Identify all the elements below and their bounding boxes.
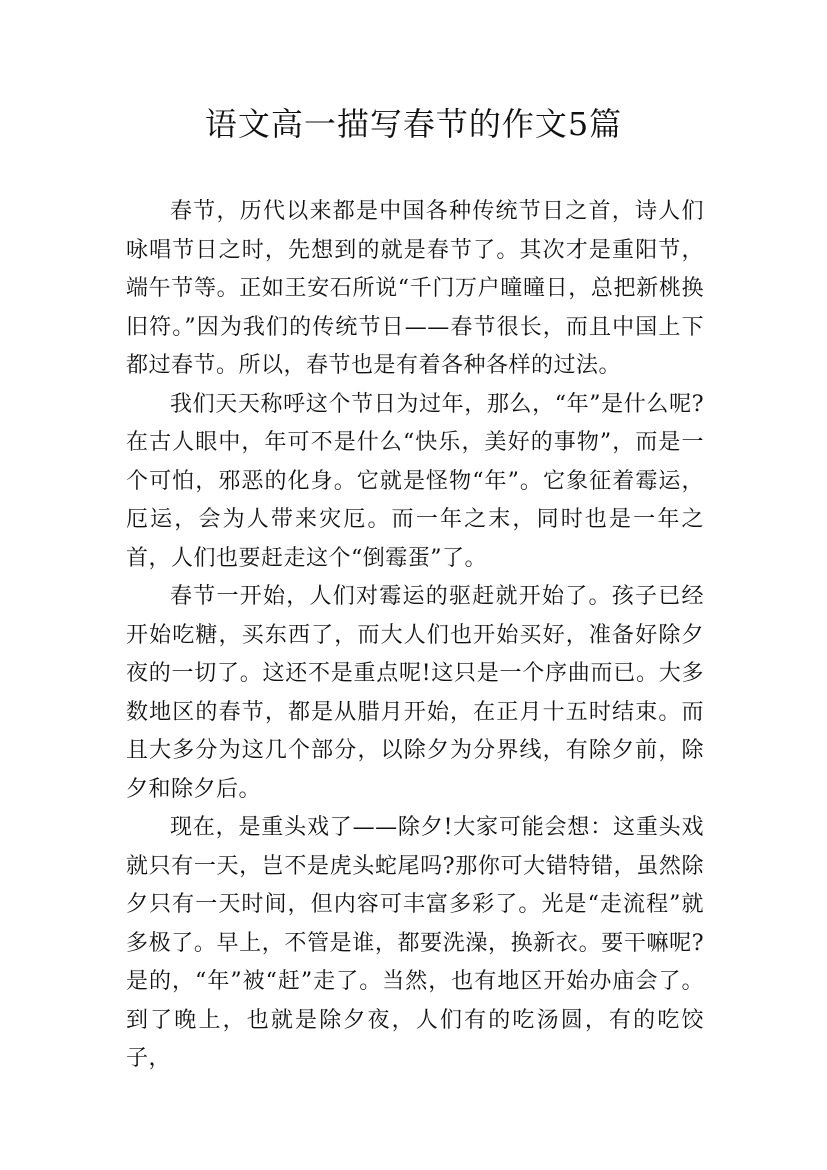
document-body: [126, 193, 704, 1079]
document-title: 语文高一描写春节的作文5篇: [204, 105, 623, 143]
paragraph-4: 现在，是重头戏了——除夕!大家可能会想：这重头戏就只有一天，岂不是虎头蛇尾吗?那你可大错特错，虽然除夕只有一天时间，但内容可丰富多彩了。光是“走流程”就多极了。早上，不管是谁，都要洗澡，换新衣。要干嘛呢?是的，“年”被“赶”走了。当然，也有地区开始办庙会了。到了晚上，也就是除夕夜，人们有的吃汤圆，有的吃饺子，: [126, 815, 704, 1071]
paragraph-1: 春节，历代以来都是中国各种传统节日之首，诗人们咏唱节日之时，先想到的就是春节了。其次才是重阳节，端午节等。正如王安石所说“千门万户曈曈日，总把新桃换旧符。”因为我们的传统节日——春节很长，而且中国上下都过春节。所以，春节也是有着各种各样的过法。: [126, 199, 704, 378]
paragraph-2: 我们天天称呼这个节日为过年，那么，“年”是什么呢?在古人眼中，年可不是什么“快乐，美好的事物”，而是一个可怕，邪恶的化身。它就是怪物“年”。它象征着霉运，厄运，会为人带来灾厄。而一年之末，同时也是一年之首，人们也要赶走这个“倒霉蛋”了。: [126, 391, 704, 571]
paragraph-3: 春节一开始，人们对霉运的驱赶就开始了。孩子已经开始吃糖，买东西了，而大人们也开始买好，准备好除夕夜的一切了。这还不是重点呢!这只是一个序曲而已。大多数地区的春节，都是从腊月开始，在正月十五时结束。而且大多分为这几个部分，以除夕为分界线，有除夕前，除夕和除夕后。: [126, 584, 704, 802]
